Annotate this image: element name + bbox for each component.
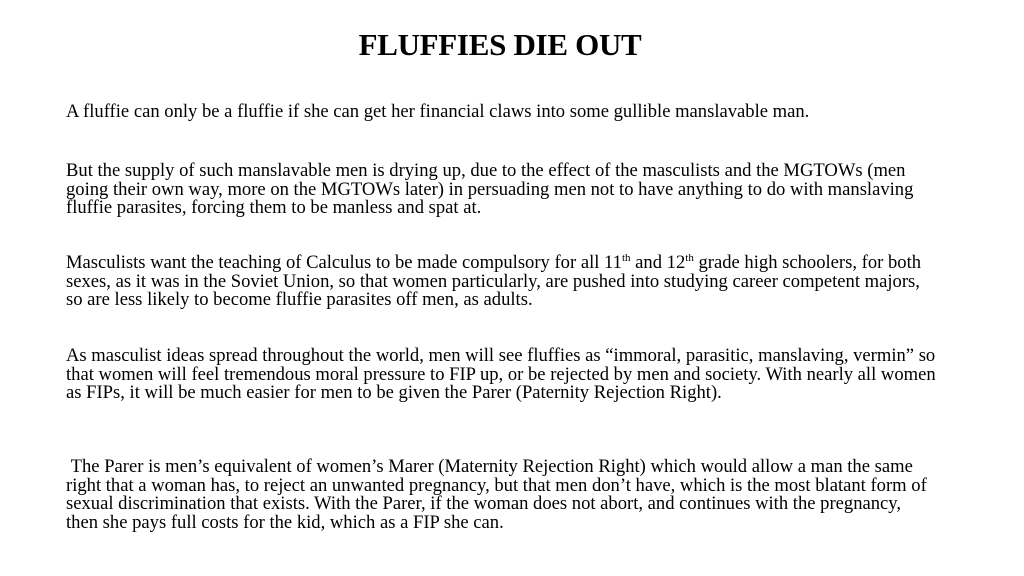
superscript-th-1: th [621, 252, 631, 264]
paragraph-4: As masculist ideas spread throughout the world, men will see fluffies as “immoral, parasitic, manslaving, vermin” so that women will feel tremendous moral pressure to FIP up, or be rejected by men and society. With nearly all women as FIPs, it will be much easier for men to be given the Parer (Paternity Rejection Right). [66, 345, 936, 403]
slide-title: FLUFFIES DIE OUT [358, 27, 642, 62]
paragraph-3 [66, 254, 936, 310]
paragraph-5: The Parer is men’s equivalent of women’s Marer (Maternity Rejection Right) which would allow a man the same right that a woman has, to reject an unwanted pregnancy, but that men don’t have, which is the most blatant form of sexual discrimination that exists. With the Parer, if the woman does not abort, and continues with the pregnancy, then she pays full costs for the kid, which as a FIP she can. [66, 456, 932, 533]
paragraph-1: A fluffie can only be a fluffie if she can get her financial claws into some gullible manslavable man. [66, 101, 810, 122]
paragraph-3-text-a: Masculists want the teaching of Calculus to be made compulsory for all 11 [66, 252, 622, 273]
paragraph-3-text-b: and 12 [630, 252, 686, 273]
paragraph-2: But the supply of such manslavable men is drying up, due to the effect of the masculists and the MGTOWs (men going their own way, more on the MGTOWs later) in persuading men not to have anything to do with manslaving fluffie parasites, forcing them to be manless and spat at. [66, 160, 914, 218]
superscript-th-2: th [685, 252, 694, 264]
paragraph-3-text-c: grade high schoolers, for both sexes, as it was in the Soviet Union, so that women particularly, are pushed into studying career competent majors, so are less likely to become fluffie parasites off men, as adults. [66, 252, 922, 310]
